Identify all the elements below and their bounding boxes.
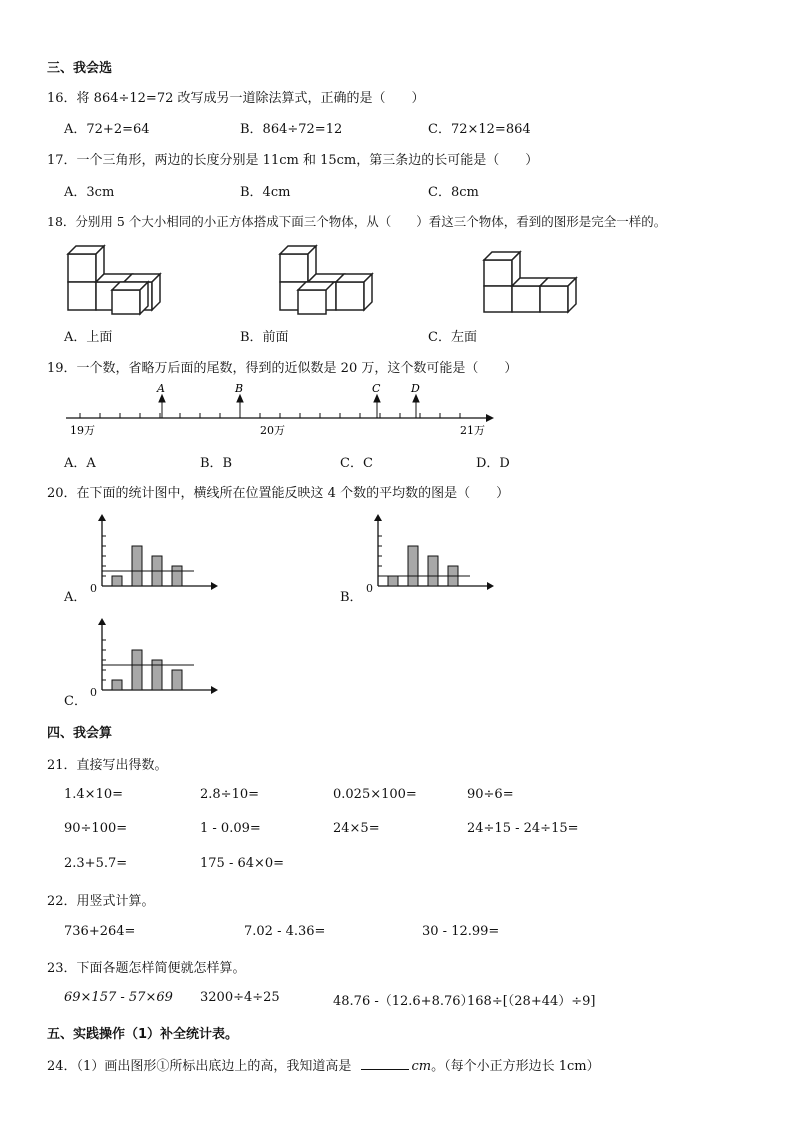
section-4-title: 四、我会算 [47,726,113,741]
q16-text: 16．将 864÷12=72 改写成另一道除法算式，正确的是（ ） [47,91,425,106]
q24-text-after: 。（每个小正方形边长 1cm） [431,1059,600,1074]
tick-label-21wan: 21万 [460,424,485,437]
point-c-label: C [372,382,381,395]
q21-item-8: 24÷15 - 24÷15= [467,821,579,836]
q19-text: 19．一个数，省略万后面的尾数，得到的近似数是 20 万，这个数可能是（ ） [47,361,518,376]
bar-chart-c [96,614,226,696]
point-a-label: A [157,382,165,395]
q21-item-5: 90÷100= [64,821,128,836]
bar [428,556,438,586]
tick-label-19wan: 19万 [70,424,95,437]
cube-figure-1 [66,240,166,316]
q21-text: 21．直接写出得数。 [47,758,168,773]
q24-answer-blank[interactable] [361,1057,409,1070]
chart-c-origin: 0 [90,686,97,699]
x-axis-arrow [487,582,494,590]
q21-item-1: 1.4×10= [64,787,124,802]
point-d-label: D [411,382,420,395]
q17-option-c: C．8cm [428,185,479,200]
cube-figure-2 [278,240,378,316]
x-axis-arrow [211,582,218,590]
q20-option-c: C． [64,694,87,709]
y-axis-arrow [98,618,106,625]
q24-unit: cm [411,1059,432,1074]
q19-option-a: A．A [64,456,96,471]
q23-item-1: 69×157 - 57×69 [64,990,173,1005]
q19-option-d: D．D [476,456,510,471]
bar [112,576,122,586]
q21-item-7: 24×5= [333,821,380,836]
q16-option-b: B．864÷72=12 [240,122,343,137]
q17-option-b: B．4cm [240,185,291,200]
chart-b-origin: 0 [366,582,373,595]
q16-option-a: A．72+2=64 [64,122,150,137]
bar [172,670,182,690]
q22-item-2: 7.02 - 4.36= [244,924,326,939]
q18-option-c: C．左面 [428,330,477,345]
q22-item-3: 30 - 12.99= [422,924,500,939]
q21-item-2: 2.8÷10= [200,787,260,802]
section-5-title: 五、实践操作（1）补全统计表。 [47,1027,239,1042]
tick-label-20wan: 20万 [260,424,285,437]
q19-option-b: B．B [200,456,233,471]
section-3-title: 三、我会选 [47,61,113,76]
bar [132,650,142,690]
bar [112,680,122,690]
q16-option-c: C．72×12=864 [428,122,531,137]
q17-text: 17．一个三角形，两边的长度分别是 11cm 和 15cm，第三条边的长可能是（ ） [47,153,539,168]
bar [388,576,398,586]
q19-option-c: C．C [340,456,373,471]
point-b-label: B [235,382,244,395]
q20-option-b: B． [340,590,363,605]
bar [172,566,182,586]
q23-item-4: 168÷[（28+44）÷9] [467,994,596,1009]
q20-text: 20．在下面的统计图中，横线所在位置能反映这 4 个数的平均数的图是（ ） [47,486,510,501]
bar [408,546,418,586]
q21-item-9: 2.3+5.7= [64,856,128,871]
q21-item-6: 1 - 0.09= [200,821,261,836]
q18-option-b: B．前面 [240,330,289,345]
bar-chart-b [372,510,502,592]
number-line [60,380,500,440]
q22-text: 22．用竖式计算。 [47,894,155,909]
q18-option-a: A．上面 [64,330,113,345]
q23-item-2: 3200÷4÷25 [200,990,280,1005]
y-axis-arrow [374,514,382,521]
q17-option-a: A．3cm [64,185,115,200]
q24-text [47,1055,600,1074]
cube-figure-3 [482,246,582,316]
q23-text: 23．下面各题怎样简便就怎样算。 [47,961,246,976]
bar [132,546,142,586]
x-axis-arrow [211,686,218,694]
q21-item-3: 0.025×100= [333,787,417,802]
q24-text-before: 24．（1）画出图形①所标出底边上的高，我知道高是 [47,1059,352,1074]
chart-a-origin: 0 [90,582,97,595]
q20-option-a: A． [64,590,87,605]
q18-text: 18．分别用 5 个大小相同的小正方体搭成下面三个物体，从（ ）看这三个物体，看到的图形是完全一样的。 [47,214,667,229]
bar-chart-a [96,510,226,592]
y-axis-arrow [98,514,106,521]
q21-item-4: 90÷6= [467,787,514,802]
q23-item-3: 48.76 -（12.6+8.76） [333,994,474,1009]
q21-item-10: 175 - 64×0= [200,856,285,871]
q22-item-1: 736+264= [64,924,136,939]
